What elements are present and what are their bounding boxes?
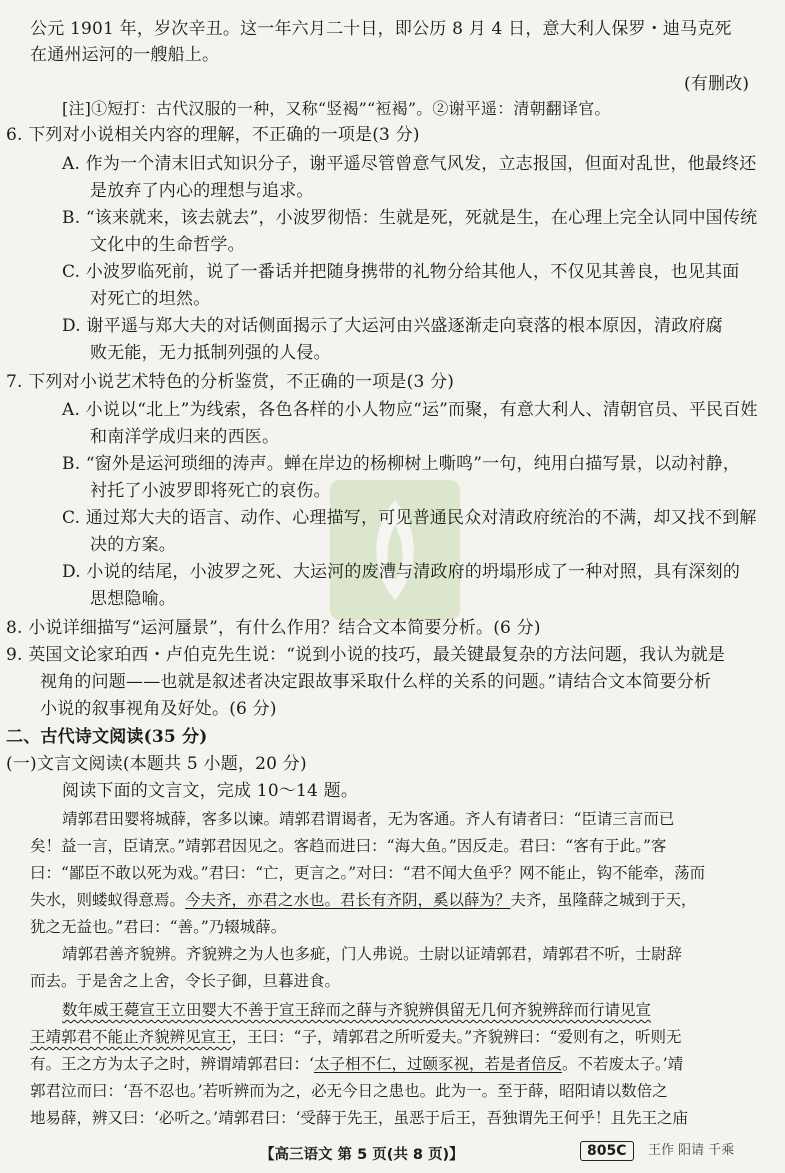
question-9-line-1: 9. 英国文论家珀西・卢伯克先生说：“说到小说的技巧，最关键最复杂的方法问题，我认为就是 (6, 645, 726, 665)
passage-p2-line-1: 靖郭君善齐貌辨。齐貌辨之为人也多疵，门人弗说。士尉以证靖郭君，靖郭君不听，士尉辞 (62, 945, 683, 963)
q6-option-d: D. 谢平遥与郑大夫的对话侧面揭示了大运河由兴盛逐渐走向衰落的根本原因，清政府腐 (62, 316, 723, 336)
footer-page-info: 【高三语文 第 5 页(共 8 页)】 (260, 1147, 464, 1163)
passage-p1-line-5: 犹之无益也。”君曰：“善。”乃辍城薛。 (30, 918, 287, 936)
passage-p3-line-5: 地易薛，辨又曰：‘必听之。’靖郭君曰：‘受薛于先王，虽恶于后王，吾独谓先王何乎！且先王之庙 (30, 1109, 689, 1127)
passage-p1-line-4-start: 失水，则蝼蚁得意焉。 (30, 891, 186, 909)
header-line-1: 公元 1901 年，岁次辛丑。这一年六月二十日，即公历 8 月 4 日，意大利人保罗・迪马克死 (30, 19, 732, 39)
annotation: [注]①短打：古代汉服的一种，又称“竖褐”“裋褐”。②谢平遥：清朝翻译官。 (62, 99, 611, 118)
question-6-stem: 6. 下列对小说相关内容的理解，不正确的一项是(3 分) (6, 125, 420, 145)
passage-p3-line-2-end: ，王曰：“子，靖郭君之所听爱夫。”齐貌辨曰：“爱则有之，听则无 (231, 1028, 682, 1046)
reading-instruction: 阅读下面的文言文，完成 10～14 题。 (62, 781, 359, 801)
page-footer (0, 1141, 785, 1167)
section-2-subtitle: (一)文言文阅读(本题共 5 小题，20 分) (6, 754, 307, 774)
passage-p3-line-2 (30, 1026, 682, 1048)
q7-option-a-cont: 和南洋学成归来的西医。 (90, 427, 280, 447)
q7-option-b: B. “窗外是运河琐细的涛声。蝉在岸边的杨柳树上嘶鸣”一句，纯用白描写景，以动衬静， (62, 454, 741, 474)
q6-option-a-cont: 是放弃了内心的理想与追求。 (90, 181, 314, 201)
q7-option-c: C. 通过郑大夫的语言、动作、心理描写，可见普通民众对清政府统治的不满，却又找不到解 (62, 508, 757, 528)
source-note: (有删改) (684, 74, 750, 94)
passage-p1-line-3: 曰：“鄙臣不敢以死为戏。”君曰：“亡，更言之。”对曰：“君不闻大鱼乎？网不能止，钩不能牵，荡而 (30, 864, 706, 882)
question-9-line-2: 视角的问题——也就是叙述者决定跟故事采取什么样的关系的问题。”请结合文本简要分析 (40, 672, 712, 692)
q6-option-c: C. 小波罗临死前，说了一番话并把随身携带的礼物分给其他人，不仅见其善良，也见其面 (62, 262, 740, 282)
q7-option-d: D. 小说的结尾，小波罗之死、大运河的废漕与清政府的坍塌形成了一种对照，具有深刻的 (62, 562, 741, 582)
q7-option-d-cont: 思想隐喻。 (90, 589, 176, 609)
passage-p1-line-4 (30, 889, 697, 911)
question-9-line-3: 小说的叙事视角及好处。(6 分) (40, 699, 277, 719)
q6-option-c-cont: 对死亡的坦然。 (90, 289, 211, 309)
passage-p1-line-2: 矣！益一言，臣请烹。”靖郭君因见之。客趋而进曰：“海大鱼。”因反走。君曰：“客有于此。”客 (30, 837, 667, 855)
wavy-underlined-passage-line-1: 数年威王薨宣王立田婴大不善于宣王辞而之薛与齐貌辨俱留无几何齐貌辨辞而行请见宣 (62, 1001, 652, 1019)
q6-option-b: B. “该来就来，该去就去”，小波罗彻悟：生就是死，死就是生，在心理上完全认同中国传统 (62, 208, 758, 228)
watermark-logo-icon (330, 480, 460, 620)
section-2-title: 二、古代诗文阅读(35 分) (6, 727, 208, 747)
passage-p3-line-3-start: 有。王之方为太子之时，辨谓靖郭君曰：‘ (30, 1055, 314, 1073)
q7-option-a: A. 小说以“北上”为线索，各色各样的小人物应“运”而聚，有意大利人、清朝官员、平民百姓 (62, 400, 758, 420)
passage-p1-line-4-end: 夫齐，虽隆薛之城到于天， (510, 891, 697, 909)
q6-option-b-cont: 文化中的生命哲学。 (90, 235, 245, 255)
header-line-2: 在通州运河的一艘船上。 (30, 45, 220, 65)
passage-p1-line-1: 靖郭君田婴将城薛，客多以谏。靖郭君谓谒者，无为客通。齐人有请者曰：“臣请三言而已 (62, 810, 675, 828)
passage-p3-line-4: 郭君泣而曰：‘吾不忍也。’若听辨而为之，必无今日之患也。此为一。至于薛，昭阳请以数倍之 (30, 1082, 668, 1100)
q6-option-d-cont: 败无能，无力抵制列强的人侵。 (90, 343, 331, 363)
passage-p3-line-3 (30, 1053, 683, 1075)
wavy-underlined-passage-line-2: 王靖郭君不能止齐貌辨见宣王 (30, 1028, 232, 1046)
q7-option-c-cont: 决的方案。 (90, 535, 176, 555)
footer-trailing-text: 王作 阳请 千乘 (648, 1143, 735, 1158)
underlined-sentence-1: 今夫齐，亦君之水也。君长有齐阴，奚以薛为？ (185, 891, 511, 909)
exam-code-badge: 805C (580, 1141, 634, 1161)
underlined-sentence-2: 太子相不仁，过颐豕视，若是者倍反 (313, 1055, 562, 1073)
q7-option-b-cont: 衬托了小波罗即将死亡的哀伤。 (90, 481, 331, 501)
q6-option-a: A. 作为一个清末旧式知识分子，谢平遥尽管曾意气风发，立志报国，但面对乱世，他最终还 (62, 154, 757, 174)
passage-p2-line-2: 而去。于是舍之上舍，令长子御，旦暮进食。 (30, 972, 341, 990)
passage-p3-line-3-end: 。不若废太子。’靖 (561, 1055, 684, 1073)
question-8: 8. 小说详细描写“运河蜃景”，有什么作用？结合文本简要分析。(6 分) (6, 618, 541, 638)
question-7-stem: 7. 下列对小说艺术特色的分析鉴赏，不正确的一项是(3 分) (6, 372, 455, 392)
